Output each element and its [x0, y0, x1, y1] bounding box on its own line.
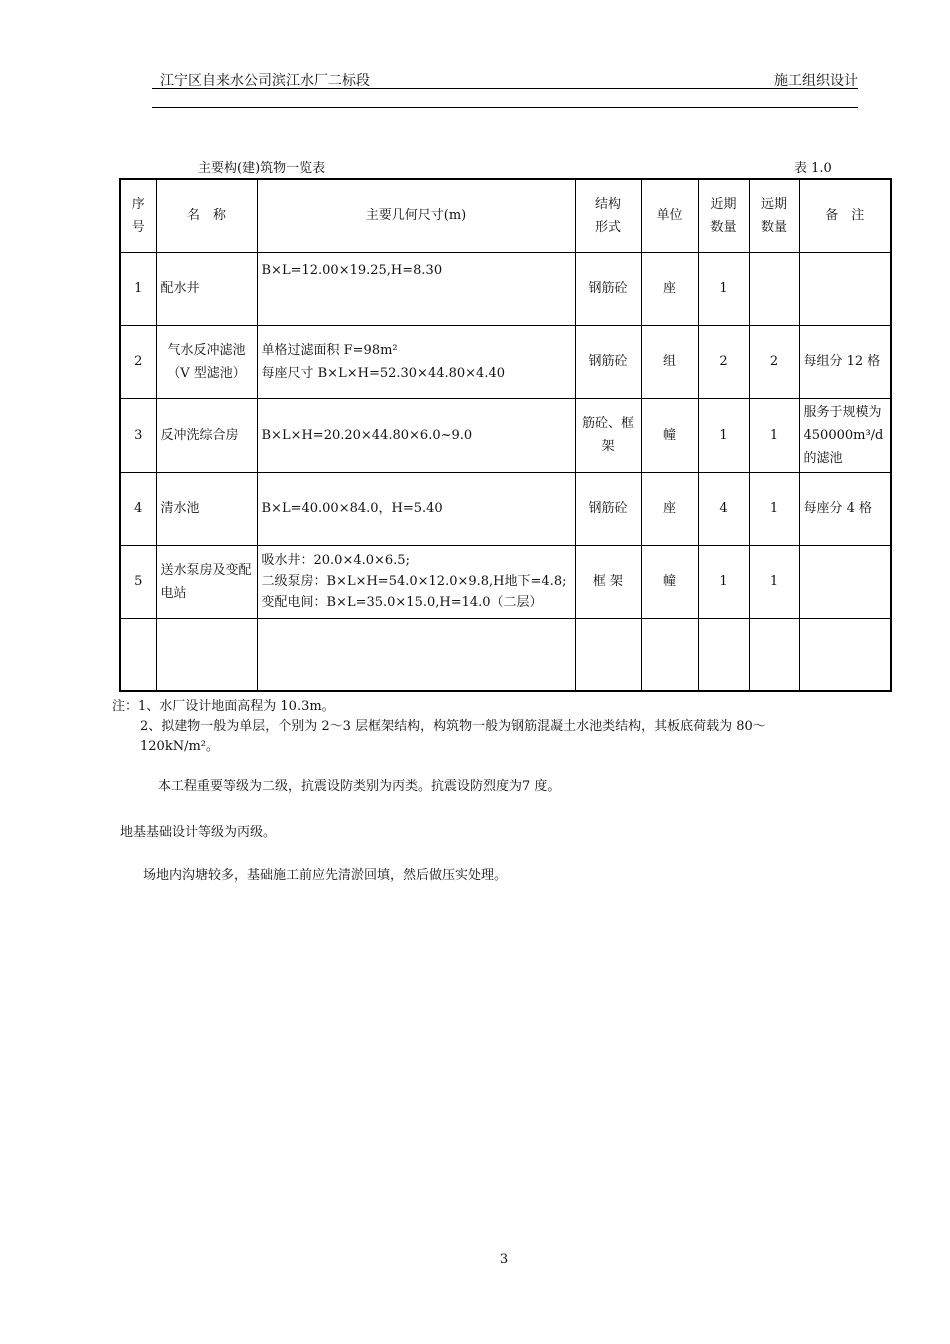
paragraph-seismic: 本工程重要等级为二级，抗震设防类别为丙类。抗震设防烈度为7 度。 — [158, 779, 561, 794]
row-unit: 幢 — [641, 545, 698, 618]
row-far: 1 — [749, 472, 799, 545]
note-1: 注：1、水厂设计地面高程为 10.3m。 — [112, 699, 335, 714]
row-struct: 筋砼、框架 — [575, 398, 641, 472]
table-row-empty — [120, 618, 891, 691]
row-unit: 组 — [641, 325, 698, 398]
row-remark — [799, 252, 891, 325]
header-name: 名 称 — [156, 179, 257, 252]
header-unit: 单位 — [641, 179, 698, 252]
header-rule-bottom — [152, 107, 858, 108]
header-struct: 结构 形式 — [575, 179, 641, 252]
row-name: 清水池 — [156, 472, 257, 545]
table-row — [120, 398, 891, 472]
page-number: 3 — [499, 1252, 509, 1267]
row-dims: B×L=12.00×19.25,H=8.30 — [257, 252, 575, 325]
row-remark: 服务于规模为 450000m³/d 的滤池 — [799, 398, 891, 472]
paragraph-site: 场地内沟塘较多，基础施工前应先清淤回填，然后做压实处理。 — [143, 868, 508, 883]
row-far: 2 — [749, 325, 799, 398]
row-struct: 框 架 — [575, 545, 641, 618]
table-row — [120, 325, 891, 398]
row-no: 3 — [120, 398, 156, 472]
row-struct: 钢筋砼 — [575, 252, 641, 325]
row-name: 配水井 — [156, 252, 257, 325]
row-dims: B×L×H=20.20×44.80×6.0~9.0 — [257, 398, 575, 472]
row-near: 1 — [698, 545, 749, 618]
row-near: 1 — [698, 398, 749, 472]
row-remark: 每组分 12 格 — [799, 325, 891, 398]
paragraph-foundation: 地基基础设计等级为丙级。 — [120, 825, 277, 840]
row-remark — [799, 545, 891, 618]
row-no: 1 — [120, 252, 156, 325]
row-unit: 幢 — [641, 398, 698, 472]
table-row — [120, 252, 891, 325]
row-dims: 吸水井：20.0×4.0×6.5; 二级泵房：B×L×H=54.0×12.0×9.8,H地下=4.8; 变配电间：B×L=35.0×15.0,H=14.0（二层） — [257, 545, 575, 618]
row-dims: 单格过滤面积 F=98m² 每座尺寸 B×L×H=52.30×44.80×4.40 — [257, 325, 575, 398]
row-name: 气水反冲滤池（V 型滤池） — [156, 325, 257, 398]
row-struct: 钢筋砼 — [575, 472, 641, 545]
header-no: 序 号 — [120, 179, 156, 252]
row-no: 5 — [120, 545, 156, 618]
header-near: 近期 数量 — [698, 179, 749, 252]
header-project-title: 江宁区自来水公司滨江水厂二标段 — [160, 73, 370, 89]
header-far: 远期 数量 — [749, 179, 799, 252]
row-unit: 座 — [641, 472, 698, 545]
row-dims: B×L=40.00×84.0，H=5.40 — [257, 472, 575, 545]
row-unit: 座 — [641, 252, 698, 325]
row-near: 1 — [698, 252, 749, 325]
table-row — [120, 472, 891, 545]
table-notes — [112, 697, 872, 757]
structures-table — [119, 178, 892, 692]
row-struct: 钢筋砼 — [575, 325, 641, 398]
row-far — [749, 252, 799, 325]
row-name: 送水泵房及变配电站 — [156, 545, 257, 618]
table-header-row — [120, 179, 891, 252]
row-far: 1 — [749, 545, 799, 618]
table-row — [120, 545, 891, 618]
row-near: 4 — [698, 472, 749, 545]
table-number: 表 1.0 — [794, 161, 832, 176]
row-near: 2 — [698, 325, 749, 398]
row-no: 2 — [120, 325, 156, 398]
row-remark: 每座分 4 格 — [799, 472, 891, 545]
row-far: 1 — [749, 398, 799, 472]
header-remark: 备 注 — [799, 179, 891, 252]
header-dims: 主要几何尺寸(m) — [257, 179, 575, 252]
row-name: 反冲洗综合房 — [156, 398, 257, 472]
header-rule — [152, 88, 858, 89]
note-2-cont: 120kN/m²。 — [140, 739, 219, 754]
table-title: 主要构(建)筑物一览表 — [198, 161, 326, 176]
note-2: 2、拟建物一般为单层，个别为 2～3 层框架结构，构筑物一般为钢筋混凝土水池类结构，其板底荷载为 80～ — [140, 719, 766, 734]
header-doc-type: 施工组织设计 — [774, 73, 858, 89]
row-no: 4 — [120, 472, 156, 545]
